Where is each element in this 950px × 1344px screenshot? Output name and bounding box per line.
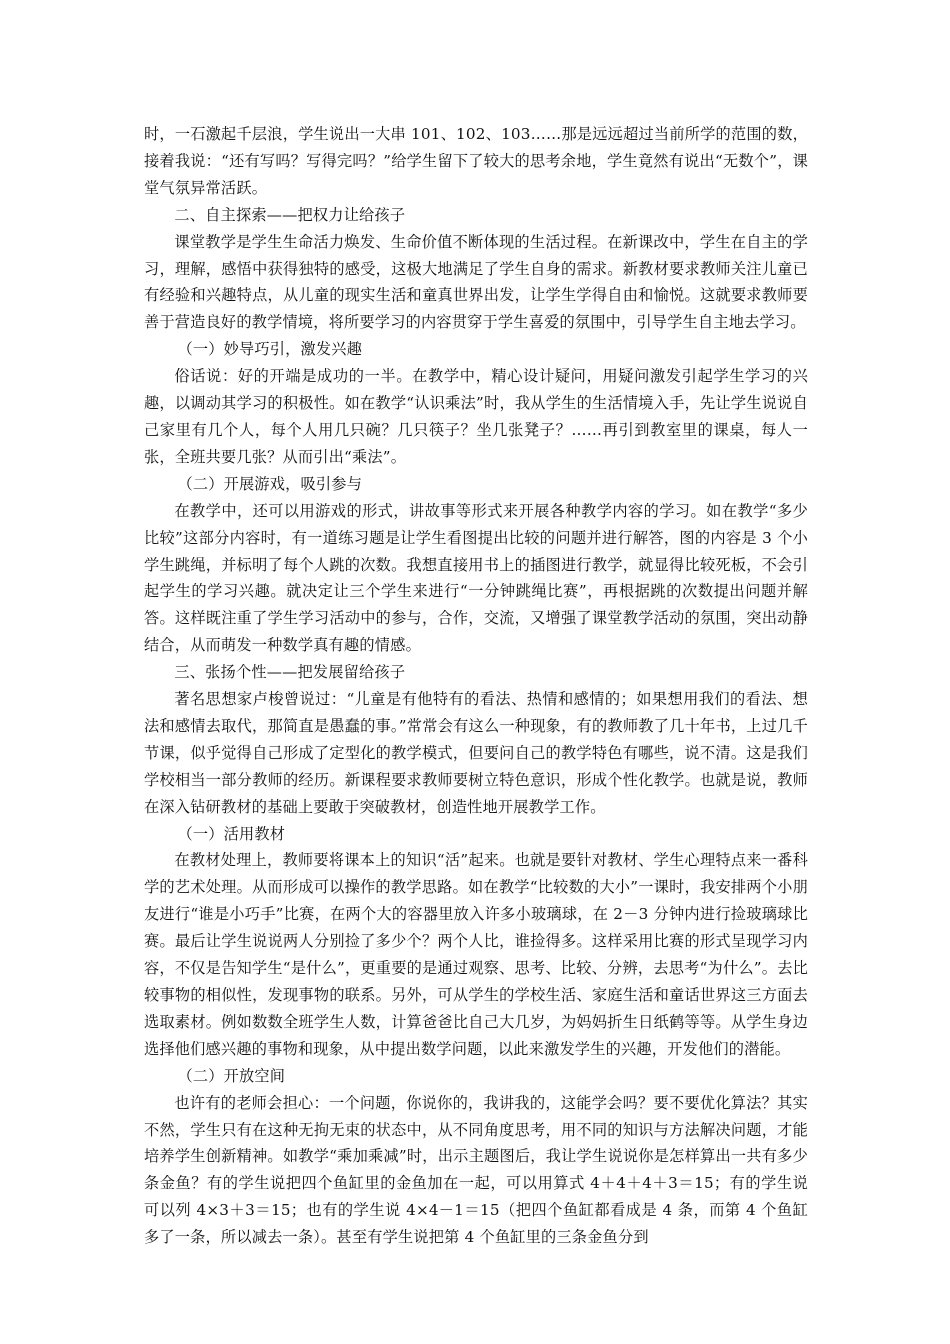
subsection-heading: （一）活用教材 bbox=[177, 824, 286, 843]
subsection-heading: （二）开展游戏，吸引参与 bbox=[177, 474, 363, 493]
paragraph: 课堂教学是学生生命活力焕发、生命价值不断体现的生活过程。在新课改中，学生在自主的学习，理解，感悟中获得独特的感受，这极大地满足了学生自身的需求。新教材要求教师关注儿童已有经验和兴趣特点，从儿童的现实生活和童真世界出发，让学生学得自由和愉悦。这就要求教师要善于营造良好的教学情境，将所要学习的内容贯穿于学生喜爱的氛围中，引导学生自主地去学习。 bbox=[144, 232, 808, 332]
section-heading-2: 二、自主探索——把权力让给孩子 bbox=[174, 205, 406, 224]
paragraph: 在教学中，还可以用游戏的形式，讲故事等形式来开展各种教学内容的学习。如在教学“多少比较”这部分内容时，有一道练习题是让学生看图提出比较的问题并进行解答，图的内容是 3 个小学生跳绳，并标明了每个人跳的次数。我想直接用书上的插图进行教学，就显得比较死板，不会引起学生的学习兴趣。就决定让三个学生来进行“一分钟跳绳比赛”，再根据跳的次数提出问题并解答。这样既注重了学生学习活动中的参与，合作，交流，又增强了课堂教学活动的氛围，突出动静结合，从而萌发一种数学真有趣的情感。 bbox=[144, 501, 808, 655]
subsection-heading: （一）妙导巧引，激发兴趣 bbox=[177, 340, 363, 359]
subsection-heading: （二）开放空间 bbox=[177, 1066, 286, 1085]
paragraph: 著名思想家卢梭曾说过：“儿童是有他特有的看法、热情和感情的；如果想用我们的看法、想法和感情去取代，那简直是愚蠢的事。”常常会有这么一种现象，有的教师教了几十年书，上过几千节课，似乎觉得自己形成了定型化的教学模式，但要问自己的教学特色有哪些，说不清。这是我们学校相当一部分教师的经历。新课程要求教师要树立特色意识，形成个性化教学。也就是说，教师在深入钻研教材的基础上要敢于突破教材，创造性地开展教学工作。 bbox=[144, 690, 808, 816]
paragraph-continuation: 时，一石激起千层浪，学生说出一大串 101、102、103……那是远远超过当前所学的范围的数，接着我说：“还有写吗？写得完吗？”给学生留下了较大的思考余地，学生竟然有说出“无数个”，课堂气氛异常活跃。 bbox=[144, 125, 808, 197]
document-page bbox=[144, 121, 808, 1251]
paragraph: 在教材处理上，教师要将课本上的知识“活”起来。也就是要针对教材、学生心理特点来一番科学的艺术处理。从而形成可以操作的教学思路。如在教学“比较数的大小”一课时，我安排两个小朋友进行“谁是小巧手”比赛，在两个大的容器里放入许多小玻璃球，在 2－3 分钟内进行捡玻璃球比赛。最后让学生说说两人分别捡了多少个？两个人比，谁捡得多。这样采用比赛的形式呈现学习内容，不仅是告知学生“是什么”，更重要的是通过观察、思考、比较、分辨，去思考“为什么”。去比较事物的相似性，发现事物的联系。另外，可从学生的学校生活、家庭生活和童话世界这三方面去选取素材。例如数数全班学生人数，计算爸爸比自己大几岁，为妈妈折生日纸鹤等等。从学生身边选择他们感兴趣的事物和现象，从中提出数学问题，以此来激发学生的兴趣，开发他们的潜能。 bbox=[144, 851, 808, 1058]
paragraph: 也许有的老师会担心：一个问题，你说你的，我讲我的，这能学会吗？要不要优化算法？其实不然，学生只有在这种无拘无束的状态中，从不同角度思考，用不同的知识与方法解决问题，才能培养学生创新精神。如教学“乘加乘减”时，出示主题图后，我让学生说说你是怎样算出一共有多少条金鱼？有的学生说把四个鱼缸里的金鱼加在一起，可以用算式 4＋4＋4＋3＝15；有的学生说可以列 4×3＋3＝15；也有的学生说 4×4－1＝15（把四个鱼缸都看成是 4 条，而第 4 个鱼缸多了一条，所以减去一条）。甚至有学生说把第 4 个鱼缸里的三条金鱼分到 bbox=[144, 1093, 808, 1247]
paragraph: 俗话说：好的开端是成功的一半。在教学中，精心设计疑问，用疑问激发引起学生学习的兴趣，以调动其学习的积极性。如在教学“认识乘法”时，我从学生的生活情境入手，先让学生说说自己家里有几个人，每个人用几只碗？几只筷子？坐几张凳子？……再引到教室里的课桌，每人一张，全班共要几张？从而引出“乘法”。 bbox=[144, 367, 808, 466]
section-heading-3: 三、张扬个性——把发展留给孩子 bbox=[174, 663, 406, 682]
